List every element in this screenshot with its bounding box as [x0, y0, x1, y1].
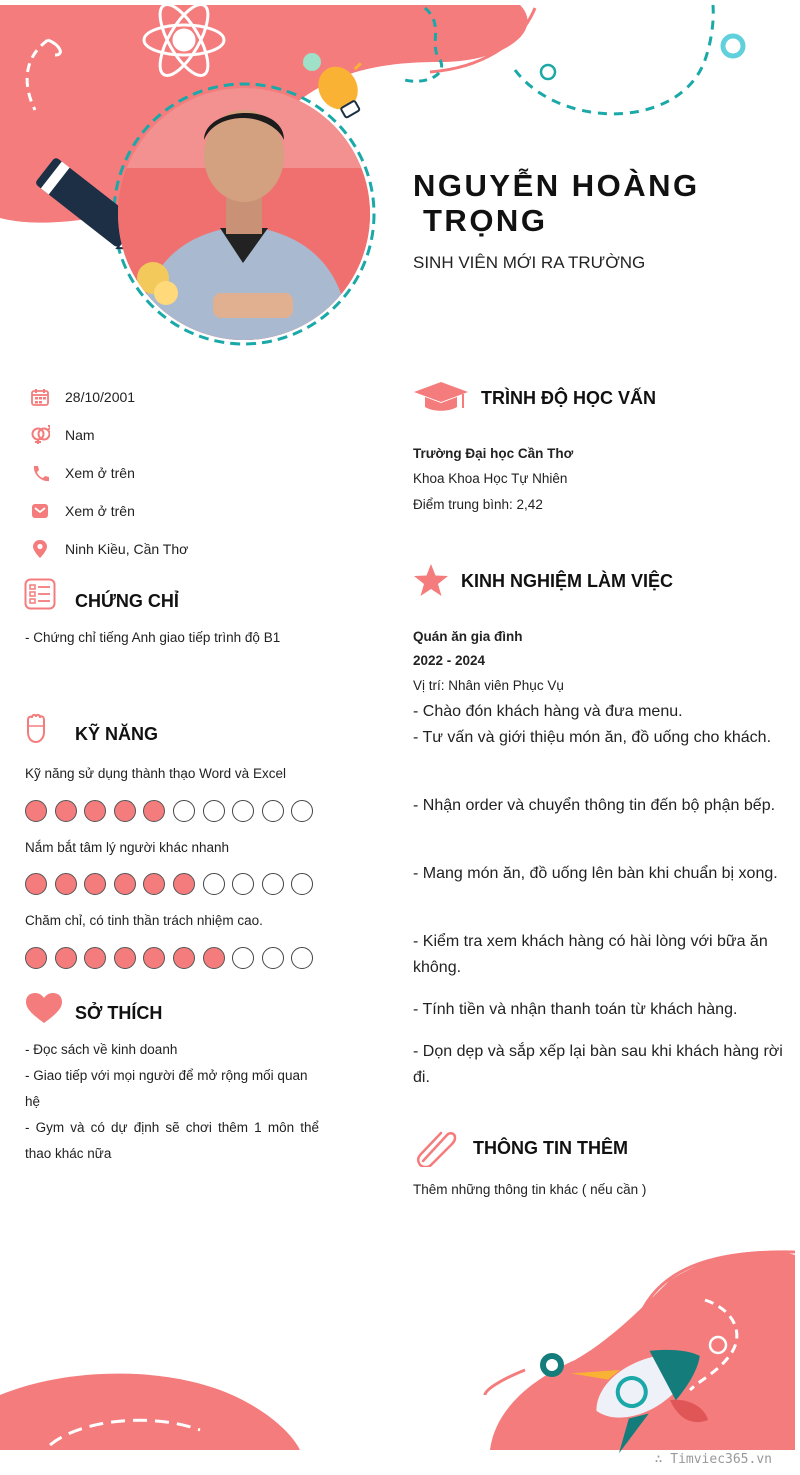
hobby-item: - Gym và có dự định sẽ chơi thêm 1 môn thể: [25, 1120, 319, 1135]
email-text: Xem ở trên: [65, 503, 135, 519]
gender-row: [30, 424, 95, 446]
certificate-item: - Chứng chỉ tiếng Anh giao tiếp trình độ B1: [25, 630, 281, 645]
certificates-title: CHỨNG CHỈ: [75, 591, 179, 611]
rating-dot: [143, 800, 165, 822]
skill-rating: [25, 800, 321, 822]
work-position: Vị trí: Nhân viên Phục Vụ: [413, 678, 564, 693]
rating-dot: [84, 873, 106, 895]
location-pin-icon: [30, 539, 50, 559]
hobby-item-cont: thao khác nữa: [25, 1146, 112, 1161]
paperclip-icon: [415, 1127, 459, 1167]
person-avatar: [118, 88, 370, 340]
fist-icon: [24, 712, 48, 744]
rating-dot: [25, 947, 47, 969]
address-text: Ninh Kiều, Cần Thơ: [65, 541, 189, 557]
profile-photo: [118, 88, 370, 340]
hobby-item: - Giao tiếp với mọi người để mở rộng mối quan: [25, 1068, 308, 1083]
rating-dot: [291, 800, 313, 822]
rating-dot: [232, 800, 254, 822]
rating-dot: [114, 800, 136, 822]
education-title: TRÌNH ĐỘ HỌC VẤN: [481, 388, 656, 408]
birthday-text: 28/10/2001: [65, 389, 136, 405]
phone-text: Xem ở trên: [65, 465, 135, 481]
heart-icon: [25, 992, 63, 1024]
rating-dot: [291, 947, 313, 969]
duty-item: - Chào đón khách hàng và đưa menu.: [413, 703, 683, 720]
skill-rating: [25, 947, 321, 969]
name-line-1: NGUYỄN HOÀNG: [413, 168, 700, 203]
rating-dot: [262, 947, 284, 969]
gpa: Điểm trung bình: 2,42: [413, 497, 543, 512]
rating-dot: [262, 800, 284, 822]
extra-info-title: THÔNG TIN THÊM: [473, 1138, 628, 1158]
duty-item: - Kiểm tra xem khách hàng có hài lòng với bữa ăn không.: [413, 933, 768, 976]
rating-dot: [25, 800, 47, 822]
birthday-row: [30, 386, 136, 408]
gender-icon: [30, 425, 50, 445]
footer-decoration: [0, 1240, 800, 1475]
rating-dot: [55, 800, 77, 822]
company-name: Quán ăn gia đình: [413, 629, 523, 644]
rating-dot: [232, 873, 254, 895]
rating-dot: [143, 947, 165, 969]
skill-label: Chăm chỉ, có tinh thần trách nhiệm cao.: [25, 913, 263, 928]
gender-text: Nam: [65, 427, 95, 443]
phone-row: [30, 462, 135, 484]
name-line-2: TRỌNG: [423, 203, 548, 238]
duty-item: - Tư vấn và giới thiệu món ăn, đồ uống cho khách.: [413, 729, 772, 746]
rating-dot: [203, 947, 225, 969]
skill-rating: [25, 873, 321, 895]
graduation-cap-icon: [413, 380, 469, 414]
faculty-name: Khoa Khoa Học Tự Nhiên: [413, 471, 568, 486]
job-title: SINH VIÊN MỚI RA TRƯỜNG: [413, 253, 646, 272]
phone-icon: [30, 463, 50, 483]
rating-dot: [203, 800, 225, 822]
hobby-item: - Đọc sách về kinh doanh: [25, 1042, 178, 1057]
extra-info-text: Thêm những thông tin khác ( nếu cần ): [413, 1182, 647, 1197]
duty-item: - Nhận order và chuyển thông tin đến bộ phận bếp.: [413, 797, 776, 814]
hobby-item-cont: hệ: [25, 1094, 41, 1109]
rating-dot: [114, 947, 136, 969]
star-icon: [413, 563, 449, 597]
skill-label: Kỹ năng sử dụng thành thạo Word và Excel: [25, 766, 286, 781]
checklist-icon: [24, 578, 56, 610]
watermark: ∴ Timviec365.vn: [654, 1452, 772, 1467]
rating-dot: [114, 873, 136, 895]
school-name: Trường Đại học Cần Thơ: [413, 446, 574, 461]
skill-label: Nắm bắt tâm lý người khác nhanh: [25, 840, 229, 855]
email-row: [30, 500, 135, 522]
address-row: [30, 538, 189, 560]
duty-item: - Dọn dẹp và sắp xếp lại bàn sau khi khách hàng rời đi.: [413, 1043, 783, 1086]
candidate-name: [413, 168, 700, 238]
rating-dot: [173, 800, 195, 822]
rating-dot: [262, 873, 284, 895]
duty-item: - Mang món ăn, đồ uống lên bàn khi chuẩn bị xong.: [413, 865, 778, 882]
rating-dot: [232, 947, 254, 969]
skills-title: KỸ NĂNG: [75, 724, 159, 744]
calendar-icon: [30, 387, 50, 407]
work-period: 2022 - 2024: [413, 653, 486, 668]
experience-title: KINH NGHIỆM LÀM VIỆC: [461, 571, 674, 591]
duty-item: - Tính tiền và nhận thanh toán từ khách hàng.: [413, 1001, 738, 1018]
rating-dot: [291, 873, 313, 895]
rating-dot: [173, 873, 195, 895]
rating-dot: [25, 873, 47, 895]
rating-dot: [84, 947, 106, 969]
hobbies-title: SỞ THÍCH: [75, 1003, 163, 1023]
rating-dot: [55, 873, 77, 895]
rating-dot: [203, 873, 225, 895]
rating-dot: [173, 947, 195, 969]
email-icon: [30, 501, 50, 521]
rating-dot: [84, 800, 106, 822]
rating-dot: [55, 947, 77, 969]
rating-dot: [143, 873, 165, 895]
